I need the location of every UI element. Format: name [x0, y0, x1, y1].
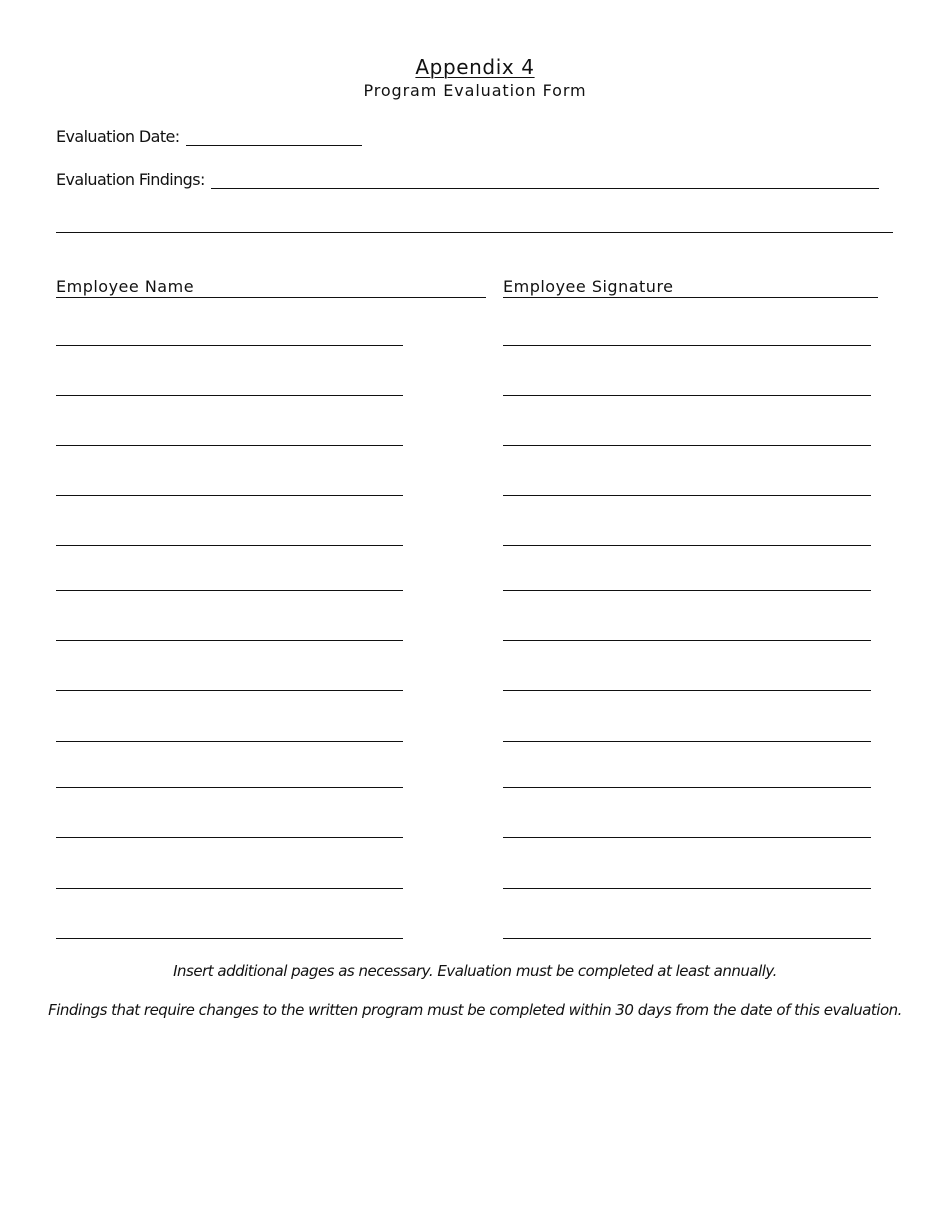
employee-signature-line[interactable]: [503, 445, 871, 446]
evaluation-date-label: Evaluation Date:: [56, 127, 180, 146]
employee-signature-header: Employee Signature: [503, 277, 674, 296]
instruction-note: Insert additional pages as necessary. Evaluation must be completed at least annually.: [173, 962, 777, 980]
employee-signature-line[interactable]: [503, 545, 871, 546]
employee-name-line[interactable]: [56, 741, 403, 742]
header-rule: [503, 297, 878, 298]
evaluation-findings-label: Evaluation Findings:: [56, 170, 205, 189]
evaluation-findings-field-continued[interactable]: [56, 232, 893, 233]
employee-name-line[interactable]: [56, 640, 403, 641]
employee-signature-line[interactable]: [503, 395, 871, 396]
employee-name-line[interactable]: [56, 445, 403, 446]
evaluation-date-field[interactable]: [186, 131, 362, 146]
employee-signature-line[interactable]: [503, 938, 871, 939]
form-subtitle: Program Evaluation Form: [363, 81, 587, 100]
employee-name-line[interactable]: [56, 888, 403, 889]
employee-signature-line[interactable]: [503, 345, 871, 346]
employee-signature-line[interactable]: [503, 590, 871, 591]
employee-name-line[interactable]: [56, 345, 403, 346]
employee-name-line[interactable]: [56, 690, 403, 691]
employee-signature-line[interactable]: [503, 837, 871, 838]
employee-name-line[interactable]: [56, 837, 403, 838]
employee-name-line[interactable]: [56, 545, 403, 546]
employee-signature-line[interactable]: [503, 787, 871, 788]
findings-deadline-note: Findings that require changes to the written program must be completed within 30 days from the date of this evaluation.: [48, 1001, 902, 1019]
employee-name-line[interactable]: [56, 395, 403, 396]
employee-name-line[interactable]: [56, 938, 403, 939]
evaluation-date-row: [56, 127, 362, 146]
employee-signature-line[interactable]: [503, 640, 871, 641]
employee-signature-line[interactable]: [503, 888, 871, 889]
employee-name-line[interactable]: [56, 590, 403, 591]
employee-name-line[interactable]: [56, 495, 403, 496]
employee-signature-line[interactable]: [503, 741, 871, 742]
evaluation-findings-field[interactable]: [211, 174, 879, 189]
header-rule: [56, 297, 486, 298]
form-title: Appendix 4: [415, 55, 535, 79]
evaluation-findings-row: [56, 170, 879, 189]
employee-name-line[interactable]: [56, 787, 403, 788]
employee-signature-line[interactable]: [503, 690, 871, 691]
employee-signature-line[interactable]: [503, 495, 871, 496]
employee-name-header: Employee Name: [56, 277, 195, 296]
